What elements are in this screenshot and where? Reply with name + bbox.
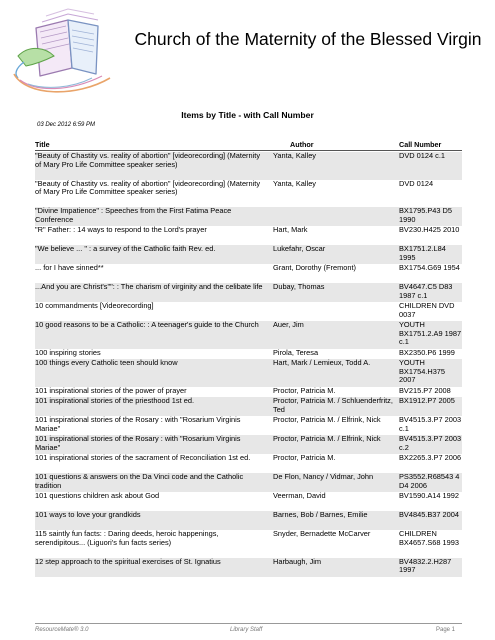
row-call-number: BV1590.A14 1992 (399, 491, 459, 501)
row-call-number: BX1754.G69 1954 (399, 263, 460, 273)
book-icon (36, 9, 98, 76)
row-title: 10 good reasons to be a Catholic: : A teenager's guide to the Church (35, 320, 259, 330)
row-author: Grant, Dorothy (Fremont) (273, 263, 356, 273)
row-title: "Divine Impatience" : Speeches from the First Fatima Peace Conference (35, 206, 232, 224)
row-author: Dubay, Thomas (273, 282, 325, 292)
row-title: 101 inspirational stories of the sacrament of Reconciliation 1st ed. (35, 453, 251, 463)
row-call-number: BV4515.3.P7 2003 c.1 (399, 415, 462, 433)
table-row (35, 511, 462, 530)
row-call-number: BV4647.C5 D83 1987 c.1 (399, 282, 453, 300)
table-row (35, 226, 462, 245)
table-row (35, 302, 462, 321)
row-call-number: CHILDREN DVD 0037 (399, 301, 455, 319)
row-title: "Beauty of Chastity vs. reality of abortion" [videorecording] (Maternity of Mary Pro Life Committee speaker series) (35, 178, 261, 197)
swirl-icon (14, 74, 110, 92)
footer-staff: Library Staff (230, 627, 263, 633)
items-table (35, 152, 462, 577)
column-header-title: Title (35, 140, 50, 149)
row-author: Snyder, Bernadette McCarver (273, 529, 371, 539)
row-call-number: CHILDREN BX4657.S68 1993 (399, 529, 459, 547)
row-author: Harbaugh, Jim (273, 556, 322, 566)
row-author: Proctor, Patricia M. / Schluenderfritz, Ted (273, 396, 393, 414)
row-title: 101 inspirational stories of the Rosary : with "Rosarium Virginis Mariae" (35, 415, 241, 433)
row-author: Veerman, David (273, 491, 326, 501)
row-author: Proctor, Patricia M. (273, 453, 336, 463)
row-author: Proctor, Patricia M. (273, 385, 336, 395)
row-call-number: PS3552.R68543 4 D4 2006 (399, 472, 460, 490)
row-call-number: BX1751.2.L84 1995 (399, 244, 446, 262)
row-call-number: DVD 0124 c.1 (399, 151, 446, 160)
row-title: "Beauty of Chastity vs. reality of abortion" [videorecording] (Maternity of Mary Pro Life Committee speaker series) (35, 151, 261, 169)
footer-software: ResourceMate® 3.0 (35, 627, 89, 633)
row-title: "We believe ... " : a survey of the Catholic faith Rev. ed. (35, 244, 216, 254)
row-call-number: BV230.H425 2010 (399, 225, 460, 235)
row-call-number: DVD 0124 (399, 178, 434, 188)
report-date: 03 Dec 2012 6:59 PM (37, 122, 96, 128)
table-row (35, 180, 462, 208)
table-row (35, 321, 462, 349)
table-row (35, 530, 462, 558)
row-title: 101 inspirational stories of the power of prayer (35, 385, 187, 395)
table-row (35, 454, 462, 473)
row-author: Hart, Mark (273, 225, 308, 235)
row-call-number: BX2350.P6 1999 (399, 347, 455, 357)
column-header-call-number: Call Number (399, 140, 442, 149)
row-author: Proctor, Patricia M. / Elfrink, Nick (273, 434, 381, 444)
row-title: 100 things every Catholic teen should know (35, 358, 178, 368)
row-title: 10 commandments [Videorecording] (35, 301, 154, 311)
table-row (35, 245, 462, 264)
report-title: Items by Title - with Call Number (181, 110, 314, 120)
row-title: 100 inspiring stories (35, 347, 101, 357)
church-logo (6, 4, 124, 100)
row-author: Proctor, Patricia M. / Elfrink, Nick (273, 415, 381, 425)
row-call-number: BV4832.2.H287 1997 (399, 556, 452, 575)
row-title: 101 questions children ask about God (35, 491, 160, 501)
row-title: ...And you are Christ's"": : The charism of virginity and the celibate life (35, 282, 263, 292)
row-call-number: BX1912.P7 2005 (399, 396, 455, 406)
row-title: 101 ways to love your grandkids (35, 510, 141, 520)
row-call-number: BX1795.P43 D5 1990 (399, 206, 453, 224)
row-call-number: BX2265.3.P7 2006 (399, 453, 462, 463)
table-row (35, 558, 462, 577)
row-title: 12 step approach to the spiritual exercises of St. Ignatius (35, 556, 221, 566)
row-call-number: YOUTH BX1754.H375 2007 (399, 358, 446, 385)
row-call-number: BV215.P7 2008 (399, 385, 451, 395)
row-title: 101 questions & answers on the Da Vinci code and the Catholic tradition (35, 472, 244, 490)
table-row (35, 264, 462, 283)
row-author: Hart, Mark / Lemieux, Todd A. (273, 358, 371, 368)
row-title: 101 inspirational stories of the priesthood 1st ed. (35, 396, 194, 406)
row-author: De Flon, Nancy / Vidmar, John (273, 472, 374, 482)
column-header-author: Author (290, 140, 314, 149)
table-row (35, 492, 462, 511)
row-title: ... for I have sinned** (35, 263, 104, 273)
table-row (35, 152, 462, 180)
table-row (35, 435, 462, 454)
row-author: Auer, Jim (273, 320, 304, 330)
footer-divider (35, 623, 462, 624)
table-row (35, 359, 462, 387)
row-author: Barnes, Bob / Barnes, Emilie (273, 510, 368, 520)
footer-page-number: Page 1 (436, 627, 456, 633)
row-call-number: BV4515.3.P7 2003 c.2 (399, 434, 462, 452)
table-row (35, 416, 462, 435)
row-author: Yanta, Kalley (273, 178, 317, 188)
table-row (35, 473, 462, 492)
row-author: Lukefahr, Oscar (273, 244, 326, 254)
row-author: Pirola, Teresa (273, 347, 319, 357)
row-call-number: BV4845.B37 2004 (399, 510, 459, 520)
row-call-number: YOUTH BX1751.2.A9 1987 c.1 (399, 320, 462, 347)
table-row (35, 207, 462, 226)
table-row (35, 397, 462, 416)
row-title: "R" Father: : 14 ways to respond to the Lord's prayer (35, 225, 207, 235)
table-row (35, 283, 462, 302)
row-title: 115 saintly fun facts: : Daring deeds, heroic happenings, serendipitous... (Liguori's fun facts series) (35, 529, 219, 547)
row-author: Yanta, Kalley (273, 151, 317, 160)
church-name: Church of the Maternity of the Blessed Virgin (134, 29, 482, 49)
row-title: 101 inspirational stories of the Rosary : with "Rosarium Virginis Mariae" (35, 434, 241, 452)
